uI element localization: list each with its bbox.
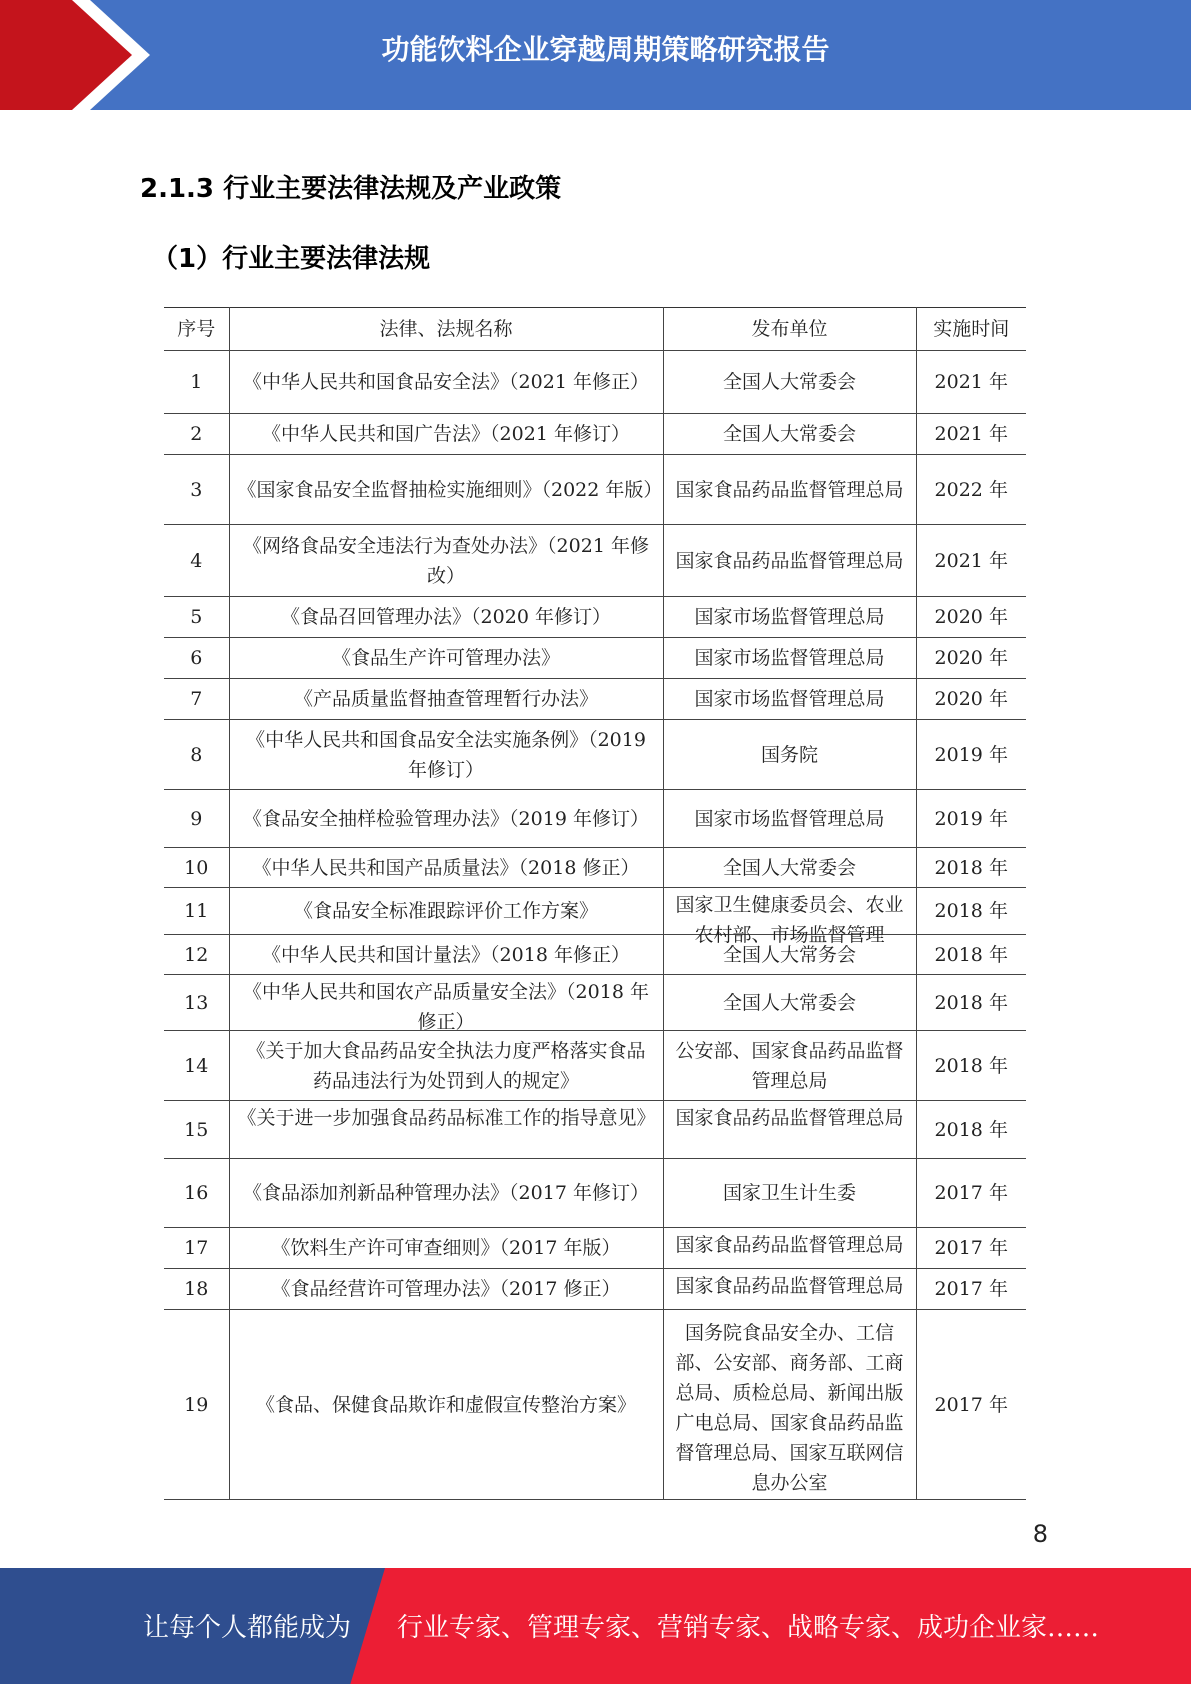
row-date: 2020 年 bbox=[916, 638, 1026, 679]
row-name: 《中华人民共和国计量法》（2018 年修正） bbox=[229, 935, 663, 975]
row-issuer: 全国人大常委会 bbox=[663, 351, 916, 414]
row-issuer: 国务院 bbox=[663, 720, 916, 790]
row-name-text: 《关于进一步加强食品药品标准工作的指导意见》 bbox=[237, 1107, 656, 1129]
row-no: 13 bbox=[164, 975, 229, 1031]
row-name: 《中华人民共和国食品安全法》（2021 年修正） bbox=[229, 351, 663, 414]
page-footer bbox=[0, 1568, 1191, 1684]
row-no: 19 bbox=[164, 1310, 229, 1500]
table-row bbox=[164, 720, 1026, 790]
row-name bbox=[229, 975, 663, 1031]
row-issuer bbox=[663, 1101, 916, 1159]
table-row bbox=[164, 525, 1026, 597]
row-issuer: 国家市场监督管理总局 bbox=[663, 597, 916, 638]
row-name: 《食品安全标准跟踪评价工作方案》 bbox=[229, 888, 663, 935]
row-no: 9 bbox=[164, 790, 229, 848]
row-date: 2018 年 bbox=[916, 935, 1026, 975]
table-row bbox=[164, 1269, 1026, 1310]
laws-table bbox=[164, 307, 1026, 1500]
row-name: 《关于加大食品药品安全执法力度严格落实食品药品违法行为处罚到人的规定》 bbox=[229, 1031, 663, 1101]
row-name: 《食品生产许可管理办法》 bbox=[229, 638, 663, 679]
table-row bbox=[164, 1031, 1026, 1101]
table-row bbox=[164, 1310, 1026, 1500]
row-no: 6 bbox=[164, 638, 229, 679]
table-header-row bbox=[164, 308, 1026, 351]
row-no: 1 bbox=[164, 351, 229, 414]
column-header-no: 序号 bbox=[164, 308, 229, 351]
row-name: 《食品经营许可管理办法》（2017 修正） bbox=[229, 1269, 663, 1310]
footer-slogan-left: 让每个人都能成为 bbox=[143, 1613, 352, 1643]
row-date: 2017 年 bbox=[916, 1269, 1026, 1310]
row-date: 2021 年 bbox=[916, 414, 1026, 455]
row-name: 《中华人民共和国广告法》（2021 年修订） bbox=[229, 414, 663, 455]
row-date: 2021 年 bbox=[916, 525, 1026, 597]
row-date: 2020 年 bbox=[916, 597, 1026, 638]
row-date: 2018 年 bbox=[916, 1101, 1026, 1159]
table-row bbox=[164, 1159, 1026, 1228]
row-name: 《食品、保健食品欺诈和虚假宣传整治方案》 bbox=[229, 1310, 663, 1500]
footer-slogan-right: 行业专家、管理专家、营销专家、战略专家、成功企业家…… bbox=[397, 1613, 1100, 1643]
row-no: 4 bbox=[164, 525, 229, 597]
row-date: 2018 年 bbox=[916, 975, 1026, 1031]
column-header-name: 法律、法规名称 bbox=[229, 308, 663, 351]
row-issuer-text: 国家食品药品监督管理总局 bbox=[675, 1234, 904, 1256]
row-name: 《饮料生产许可审查细则》（2017 年版） bbox=[229, 1228, 663, 1269]
row-date: 2019 年 bbox=[916, 790, 1026, 848]
row-date: 2022 年 bbox=[916, 455, 1026, 525]
table-row bbox=[164, 597, 1026, 638]
row-no: 7 bbox=[164, 679, 229, 720]
row-no: 17 bbox=[164, 1228, 229, 1269]
row-issuer: 国家市场监督管理总局 bbox=[663, 679, 916, 720]
table-row bbox=[164, 1101, 1026, 1159]
row-name: 《国家食品安全监督抽检实施细则》（2022 年版） bbox=[229, 455, 663, 525]
row-name: 《中华人民共和国产品质量法》（2018 修正） bbox=[229, 848, 663, 888]
row-issuer bbox=[663, 1269, 916, 1310]
row-no: 3 bbox=[164, 455, 229, 525]
row-date: 2018 年 bbox=[916, 848, 1026, 888]
row-no: 18 bbox=[164, 1269, 229, 1310]
row-no: 15 bbox=[164, 1101, 229, 1159]
row-no: 8 bbox=[164, 720, 229, 790]
row-no: 14 bbox=[164, 1031, 229, 1101]
row-issuer-text: 国家卫生健康委员会、农业农村部、市场监督管理 bbox=[675, 894, 904, 946]
row-issuer: 国家卫生计生委 bbox=[663, 1159, 916, 1228]
table-row bbox=[164, 848, 1026, 888]
row-no: 12 bbox=[164, 935, 229, 975]
row-issuer: 全国人大常委会 bbox=[663, 414, 916, 455]
table-row bbox=[164, 888, 1026, 935]
row-date: 2017 年 bbox=[916, 1159, 1026, 1228]
column-header-date: 实施时间 bbox=[916, 308, 1026, 351]
row-issuer: 全国人大常务会 bbox=[663, 935, 916, 975]
row-date: 2017 年 bbox=[916, 1310, 1026, 1500]
row-issuer: 国家食品药品监督管理总局 bbox=[663, 525, 916, 597]
subsection-heading: （1）行业主要法律法规 bbox=[152, 244, 431, 274]
table-row bbox=[164, 455, 1026, 525]
page-header bbox=[0, 0, 1191, 110]
row-issuer: 公安部、国家食品药品监督管理总局 bbox=[663, 1031, 916, 1101]
row-name: 《食品安全抽样检验管理办法》（2019 年修订） bbox=[229, 790, 663, 848]
table-row bbox=[164, 414, 1026, 455]
row-issuer bbox=[663, 1228, 916, 1269]
row-name bbox=[229, 1101, 663, 1159]
row-issuer-text: 国家食品药品监督管理总局 bbox=[675, 1275, 904, 1297]
row-name: 《网络食品安全违法行为查处办法》（2021 年修改） bbox=[229, 525, 663, 597]
row-issuer: 国家食品药品监督管理总局 bbox=[663, 455, 916, 525]
row-no: 11 bbox=[164, 888, 229, 935]
row-issuer: 全国人大常委会 bbox=[663, 975, 916, 1031]
row-issuer: 国务院食品安全办、工信部、公安部、商务部、工商总局、质检总局、新闻出版广电总局、国家食品药品监督管理总局、国家互联网信息办公室 bbox=[663, 1310, 916, 1500]
table-row bbox=[164, 935, 1026, 975]
row-date: 2021 年 bbox=[916, 351, 1026, 414]
row-no: 10 bbox=[164, 848, 229, 888]
row-name: 《产品质量监督抽查管理暂行办法》 bbox=[229, 679, 663, 720]
row-no: 5 bbox=[164, 597, 229, 638]
table-row bbox=[164, 975, 1026, 1031]
row-date: 2020 年 bbox=[916, 679, 1026, 720]
row-no: 16 bbox=[164, 1159, 229, 1228]
row-issuer: 国家市场监督管理总局 bbox=[663, 790, 916, 848]
table-row bbox=[164, 638, 1026, 679]
row-issuer: 全国人大常委会 bbox=[663, 848, 916, 888]
table-row bbox=[164, 679, 1026, 720]
row-name: 《中华人民共和国食品安全法实施条例》（2019 年修订） bbox=[229, 720, 663, 790]
table-row bbox=[164, 351, 1026, 414]
row-issuer bbox=[663, 888, 916, 946]
row-date: 2019 年 bbox=[916, 720, 1026, 790]
row-issuer: 国家市场监督管理总局 bbox=[663, 638, 916, 679]
row-name: 《食品添加剂新品种管理办法》（2017 年修订） bbox=[229, 1159, 663, 1228]
column-header-issuer: 发布单位 bbox=[663, 308, 916, 351]
row-date: 2018 年 bbox=[916, 888, 1026, 935]
table-row bbox=[164, 1228, 1026, 1269]
row-date: 2018 年 bbox=[916, 1031, 1026, 1101]
report-title: 功能饮料企业穿越周期策略研究报告 bbox=[381, 33, 830, 66]
laws-table-container bbox=[164, 307, 1026, 1499]
table-row bbox=[164, 790, 1026, 848]
row-no: 2 bbox=[164, 414, 229, 455]
row-name-text: 《中华人民共和国农产品质量安全法》（2018 年修正） bbox=[243, 981, 649, 1033]
page-number: 8 bbox=[1032, 1520, 1048, 1548]
row-name: 《食品召回管理办法》（2020 年修订） bbox=[229, 597, 663, 638]
row-issuer-text: 国家食品药品监督管理总局 bbox=[675, 1107, 904, 1129]
row-date: 2017 年 bbox=[916, 1228, 1026, 1269]
section-heading: 2.1.3 行业主要法律法规及产业政策 bbox=[140, 174, 562, 204]
